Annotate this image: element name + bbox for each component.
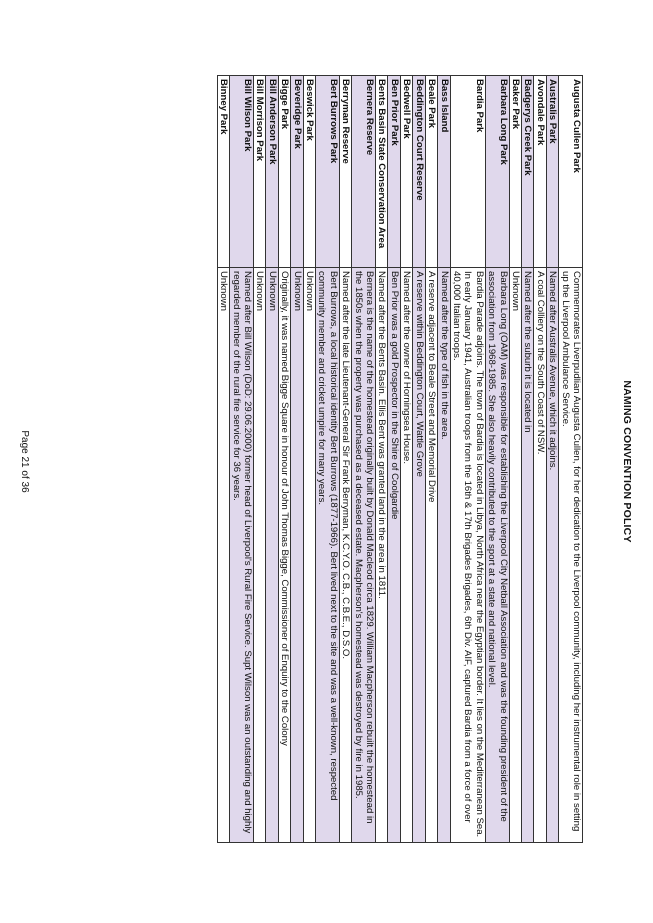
park-name-cell: Beale Park (425, 76, 437, 268)
naming-table (217, 75, 583, 843)
table-row (485, 76, 509, 843)
table-row (559, 76, 583, 843)
park-description-cell: Named after Bill Wilson (DoD: 29.06.2000) former head of Liverpool's Rural Fire Service. Supt Wilson was an outstanding and highly regarded member of the rural fire service for 36 years. (230, 268, 254, 843)
park-name-cell: Beswick Park (303, 76, 315, 268)
table-row (388, 76, 400, 843)
park-description-cell: Named after the type of fish in the area. (438, 268, 450, 843)
park-description-cell: Named after the suburb it is located in (521, 268, 533, 843)
park-name-cell: Bernera Reserve (352, 76, 376, 268)
table-row (291, 76, 303, 843)
park-name-cell: Ben Prior Park (388, 76, 400, 268)
page-title: NAMING CONVENTION POLICY (621, 380, 633, 543)
park-name-cell: Bardia Park (450, 76, 485, 268)
table-row (339, 76, 351, 843)
park-description-cell: Unknown (291, 268, 303, 843)
park-description-cell: Named after Australis Avenue, which it adjoins. (546, 268, 558, 843)
table-row (254, 76, 266, 843)
park-name-cell: Australis Park (546, 76, 558, 268)
table-row (266, 76, 278, 843)
park-description-cell: A reserve within Beddington Court, Wattle Grove (413, 268, 425, 843)
table-row (438, 76, 450, 843)
park-name-cell: Bert Burrows Park (316, 76, 340, 268)
park-description-cell: Named after the Bents Basin. Ellis Bent was granted land in the area in 1811. (376, 268, 388, 843)
park-name-cell: Bass Island (438, 76, 450, 268)
park-description-cell: A coal Colliery on the South Coast of NSW. (534, 268, 546, 843)
park-name-cell: Augusta Cullen Park (559, 76, 583, 268)
park-description-cell: Named after the late Lieutenant-General Sir Frank Berryman, K.C.Y.O. C.B., C.B.E., D.S.O. (339, 268, 351, 843)
park-description-cell: Unknown (217, 268, 229, 843)
park-name-cell: Bents Basin State Conservation Area (376, 76, 388, 268)
table-row (413, 76, 425, 843)
park-description-cell: Ben Prior was a gold Prospector in the Shire of Coolgardie (388, 268, 400, 843)
table-row (316, 76, 340, 843)
table-row (450, 76, 485, 843)
park-description-cell: Bardia Parade adjoins. The town of Bardia is located in Libya, North Africa near the Egyptian border. It lies on the Mediterranean Sea. In early January 1941, Australian troops from the 16th & 17th Brigades Brigades, 6th Div. AIF, captured Bardia from a force of over 40,000 Italian troops. (450, 268, 485, 843)
table-row (400, 76, 412, 843)
park-name-cell: Barbara Long Park (485, 76, 509, 268)
park-name-cell: Avondale Park (534, 76, 546, 268)
park-name-cell: Badgerys Creek Park (521, 76, 533, 268)
table-row (352, 76, 376, 843)
table-row (425, 76, 437, 843)
table-row (521, 76, 533, 843)
table-row (376, 76, 388, 843)
park-description-cell: Originally, it was named Bigge Square in honour of John Thomas Bigge, Commissioner of Enquiry to the Colony (278, 268, 290, 843)
park-name-cell: Bigge Park (278, 76, 290, 268)
park-name-cell: Binney Park (217, 76, 229, 268)
table-row (546, 76, 558, 843)
table-row (509, 76, 521, 843)
park-description-cell: A reserve adjacent to Beale Street and Memorial Drive (425, 268, 437, 843)
park-name-cell: Bedwell Park (400, 76, 412, 268)
park-name-cell: Baker Park (509, 76, 521, 268)
park-description-cell: Barbara Long (OAM) was responsible for establishing the Liverpool City Netball Association and was the founding president of the association from 1968-1985. She also heavily contributed to the sport at a state and national level. (485, 268, 509, 843)
table-row (217, 76, 229, 843)
table-row (534, 76, 546, 843)
park-description-cell: Bernera is the name of the homestead originally built by Donald Macleod circa 1829. William Macpherson rebuilt the homestead in the 1850s when the property was purchased as a deceased estate. Macpherson's homestead was destroyed by fire in 1985. (352, 268, 376, 843)
park-name-cell: Bill Wilson Park (230, 76, 254, 268)
park-description-cell: Unknown (266, 268, 278, 843)
park-description-cell: Unknown (509, 268, 521, 843)
park-name-cell: Bill Anderson Park (266, 76, 278, 268)
park-description-cell: Named after the owner of Horningsea House. (400, 268, 412, 843)
table-row (230, 76, 254, 843)
park-description-cell: Commemorates Liverpudlian Augusta Cullen, for her dedication to the Liverpool community, including her instrumental role in setting up the Liverpool Ambulance Service. (559, 268, 583, 843)
park-name-cell: Beddington Court Reserve (413, 76, 425, 268)
park-description-cell: Unknown (303, 268, 315, 843)
table-row (278, 76, 290, 843)
park-description-cell: Bert Burrows, a local historical identity Bert Burrows (1877-1966). Bert lived next to the site and was a well-known, respected community member and cricket umpire for many years. (316, 268, 340, 843)
park-description-cell: Unknown (254, 268, 266, 843)
park-name-cell: Berryman Reserve (339, 76, 351, 268)
park-name-cell: Beveridge Park (291, 76, 303, 268)
naming-table-body (217, 76, 582, 843)
park-name-cell: Bill Morrison Park (254, 76, 266, 268)
table-row (303, 76, 315, 843)
page-number: Page 21 of 36 (19, 430, 30, 493)
